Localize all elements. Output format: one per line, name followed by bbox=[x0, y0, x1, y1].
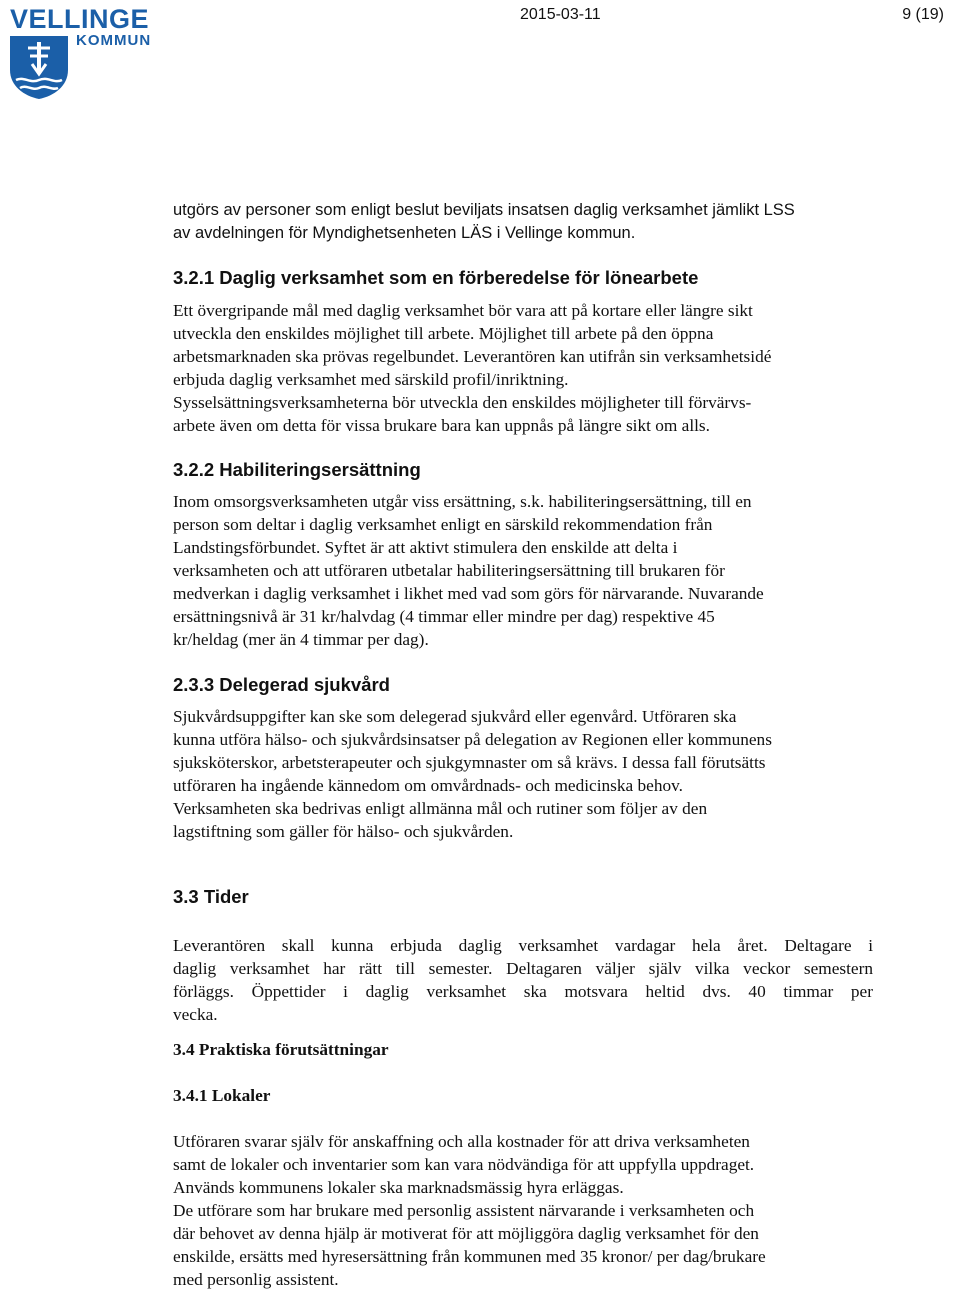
text-line: utveckla den enskildes möjlighet till arbete. Möjlighet till arbete på den öppna bbox=[173, 324, 714, 343]
section-3-2-2 bbox=[173, 458, 873, 482]
section-heading: 3.2.2 Habiliteringsersättning bbox=[173, 459, 421, 480]
text-line: Ett övergripande mål med daglig verksamhet bör vara att på kortare eller längre sikt bbox=[173, 301, 753, 320]
logo-wordmark: VELLINGE bbox=[10, 4, 150, 34]
section-3-4 bbox=[173, 1038, 873, 1061]
text-line: verksamheten och att utföraren utbetalar habiliteringsersättning till brukaren för bbox=[173, 561, 725, 580]
coat-of-arms-icon bbox=[8, 34, 70, 100]
text-line: samt de lokaler och inventarier som kan vara nödvändiga för att uppfylla uppdraget. bbox=[173, 1155, 755, 1174]
text-line: person som deltar i daglig verksamhet enligt en särskild rekommendation från bbox=[173, 515, 713, 534]
section-2-3-3 bbox=[173, 673, 873, 697]
municipality-logo bbox=[6, 4, 166, 99]
text-line: lagstiftning som gäller för hälso- och sjukvården. bbox=[173, 822, 514, 841]
text-line: med personlig assistent. bbox=[173, 1270, 339, 1289]
text-line: Används kommunens lokaler ska marknadsmässig hyra erläggas. bbox=[173, 1178, 624, 1197]
text-line: Utföraren svarar själv för anskaffning och alla kostnader för att driva verksamheten bbox=[173, 1132, 750, 1151]
page-number: 9 (19) bbox=[902, 6, 944, 23]
text-line: sjuksköterskor, arbetsterapeuter och sjukgymnaster om så krävs. I dessa fall förutsätts bbox=[173, 753, 766, 772]
text-line: Leverantören skall kunna erbjuda daglig verksamhet vardagar hela året. Deltagare i bbox=[173, 936, 873, 955]
section-2-3-3-body bbox=[173, 705, 873, 843]
text-line: erbjuda daglig verksamhet med särskild profil/inriktning. bbox=[173, 370, 569, 389]
text-line: förläggs. Öppettider i daglig verksamhet ska motsvara heltid dvs. 40 timmar per bbox=[173, 982, 873, 1001]
section-3-4-1 bbox=[173, 1084, 873, 1107]
text-line: arbete även om detta för vissa brukare bara kan uppnås på längre sikt om alls. bbox=[173, 416, 710, 435]
section-heading: 2.3.3 Delegerad sjukvård bbox=[173, 674, 390, 695]
section-3-2-1-body bbox=[173, 299, 873, 437]
section-3-2-1 bbox=[173, 266, 873, 290]
text-line: Landstingsförbundet. Syftet är att aktivt stimulera den enskilde att delta i bbox=[173, 538, 678, 557]
text-line: De utförare som har brukare med personlig assistent närvarande i verksamheten och bbox=[173, 1201, 755, 1220]
text-line: Verksamheten ska bedrivas enligt allmänna mål och rutiner som följer av den bbox=[173, 799, 708, 818]
text-line: kr/heldag (mer än 4 timmar per dag). bbox=[173, 630, 429, 649]
text-line: av avdelningen för Myndighetsenheten LÄS i Vellinge kommun. bbox=[173, 224, 636, 242]
text-line: ersättningsnivå är 31 kr/halvdag (4 timmar eller mindre per dag) respektive 45 bbox=[173, 607, 715, 626]
text-line: medverkan i daglig verksamhet i likhet med vad som görs för närvarande. Nuvarande bbox=[173, 584, 764, 603]
section-heading: 3.2.1 Daglig verksamhet som en förberedelse för lönearbete bbox=[173, 267, 699, 288]
section-heading: 3.4.1 Lokaler bbox=[173, 1086, 271, 1105]
text-line: daglig verksamhet har rätt till semester. Deltagaren väljer själv vilka veckor semestern bbox=[173, 959, 873, 978]
text-line: arbetsmarknaden ska prövas regelbundet. Leverantören kan utifrån sin verksamhetsidé bbox=[173, 347, 772, 366]
text-line: Sjukvårdsuppgifter kan ske som delegerad sjukvård eller egenvård. Utföraren ska bbox=[173, 707, 737, 726]
section-heading: 3.3 Tider bbox=[173, 886, 249, 907]
logo-subtitle: KOMMUN bbox=[76, 32, 152, 49]
section-3-3-body bbox=[173, 934, 873, 1026]
section-3-2-2-body bbox=[173, 490, 873, 651]
text-line: vecka. bbox=[173, 1005, 218, 1024]
section-heading: 3.4 Praktiska förutsättningar bbox=[173, 1040, 389, 1059]
text-line: där behovet av denna hjälp är motiverat för att möjliggöra daglig verksamhet för den bbox=[173, 1224, 759, 1243]
document-date: 2015-03-11 bbox=[520, 6, 601, 23]
section-3-3 bbox=[173, 885, 873, 909]
text-line: Inom omsorgsverksamheten utgår viss ersättning, s.k. habiliteringsersättning, till en bbox=[173, 492, 752, 511]
intro-paragraph bbox=[173, 199, 873, 245]
text-line: kunna utföra hälso- och sjukvårdsinsatser på delegation av Regionen eller kommunens bbox=[173, 730, 772, 749]
text-line: enskilde, ersätts med hyresersättning från kommunen med 35 kronor/ per dag/brukare bbox=[173, 1247, 766, 1266]
text-line: utföraren ha ingående kännedom om omvårdnads- och medicinska behov. bbox=[173, 776, 683, 795]
text-line: Sysselsättningsverksamheterna bör utveckla den enskildes möjligheter till förvärvs- bbox=[173, 393, 752, 412]
section-3-4-1-body bbox=[173, 1130, 873, 1291]
text-line: utgörs av personer som enligt beslut beviljats insatsen daglig verksamhet jämlikt LSS bbox=[173, 201, 795, 219]
